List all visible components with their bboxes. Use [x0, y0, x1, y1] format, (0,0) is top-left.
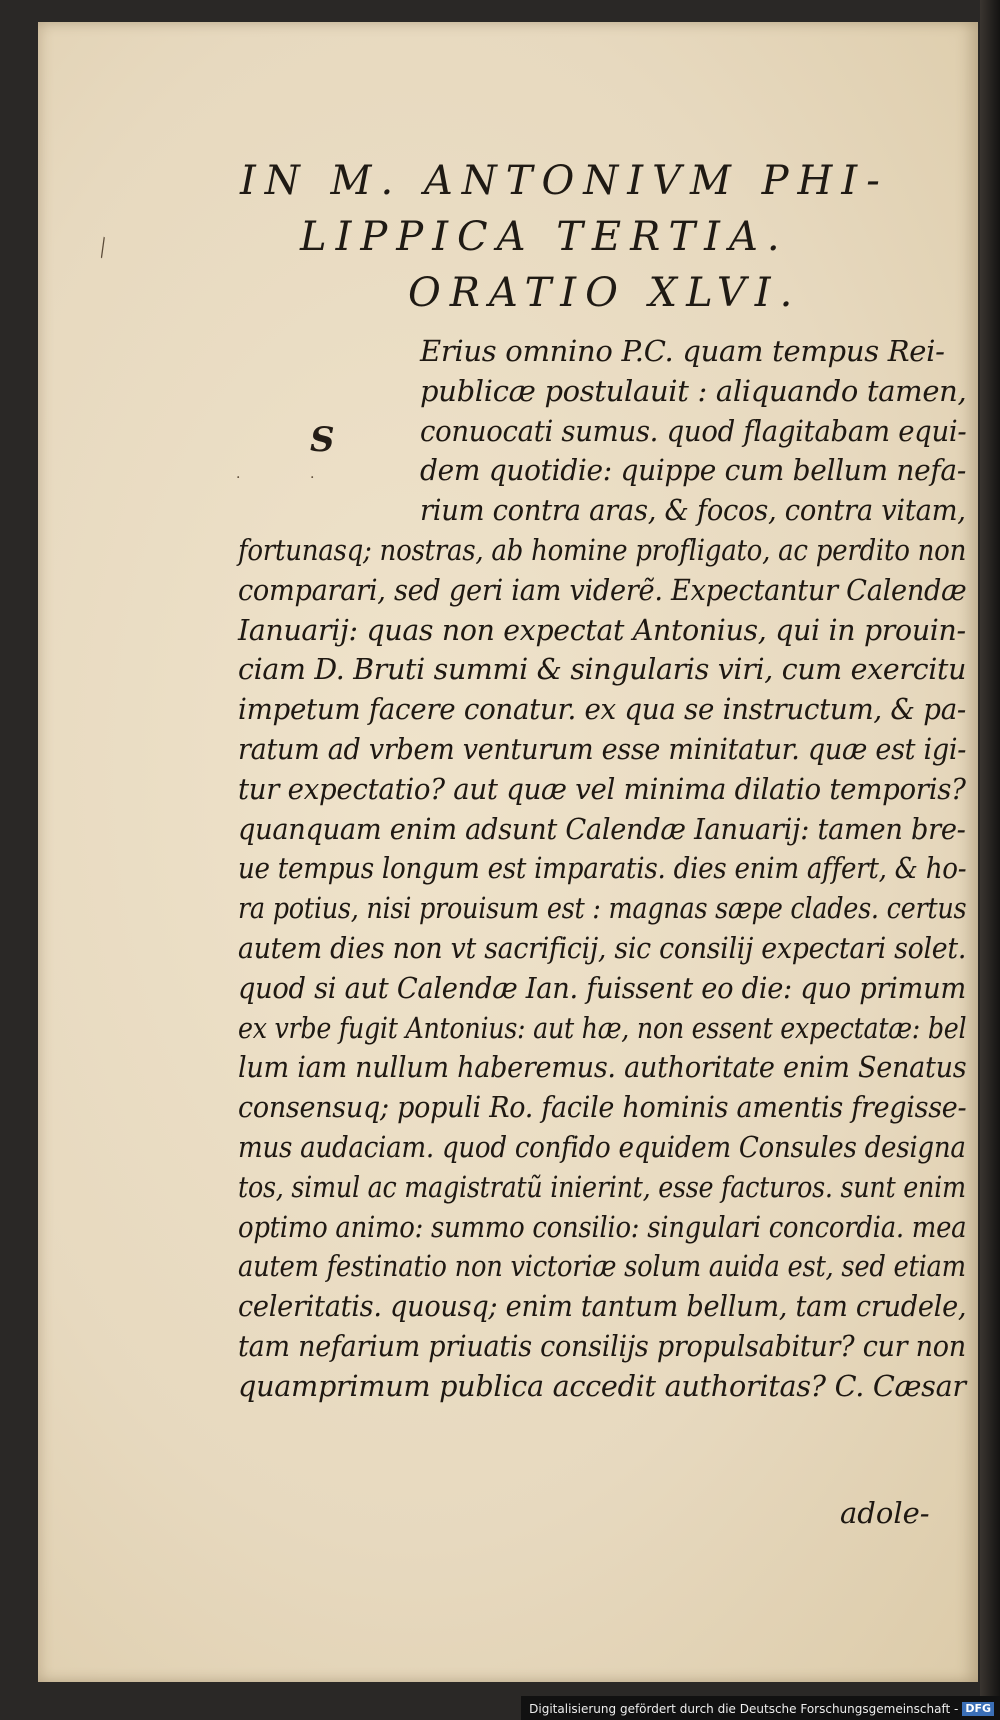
- text-line: publicæ postulauit : aliquando tamen,: [420, 374, 967, 408]
- text-line: quanquam enim adsunt Calendæ Ianuarij: tamen bre-: [238, 812, 966, 846]
- text-line: ra potius, nisi prouisum est : magnas sæpe clades. certus: [238, 891, 967, 925]
- text-line: consensuq; populi Ro. facile hominis amentis fregisse-: [238, 1090, 967, 1124]
- dfg-logo-icon: DFG: [962, 1702, 994, 1716]
- stray-ink-dot: ·: [236, 470, 241, 486]
- text-line: mus audaciam. quod confido equidem Consules designa: [238, 1130, 966, 1164]
- text-line: dem quotidie: quippe cum bellum nefa-: [420, 453, 966, 487]
- text-line: ex vrbe fugit Antonius: aut hæ, non essent expectatæ: bel: [238, 1011, 967, 1045]
- text-line: tur expectatio? aut quæ vel minima dilatio temporis?: [238, 772, 966, 806]
- text-line: lum iam nullum haberemus. authoritate enim Senatus: [238, 1050, 967, 1084]
- text-line: Erius omnino P.C. quam tempus Rei-: [420, 334, 945, 368]
- text-line: ue tempus longum est imparatis. dies enim affert, & ho-: [238, 851, 967, 885]
- binding-edge: [980, 0, 1000, 1720]
- text-line: autem dies non vt sacrificij, sic consilij expectari solet.: [238, 931, 967, 965]
- text-line: comparari, sed geri iam viderẽ. Expectantur Calendæ: [238, 573, 967, 607]
- heading-line-1: IN M. ANTONIVM PHI-: [240, 158, 889, 204]
- catchword: adole-: [840, 1496, 930, 1530]
- heading-line-2: LIPPICA TERTIA.: [300, 214, 789, 260]
- text-line: tos, simul ac magistratũ inierint, esse facturos. sunt enim: [238, 1170, 966, 1204]
- digitization-footer: [521, 1696, 1000, 1720]
- text-line: Ianuarij: quas non expectat Antonius, qui in prouin-: [238, 613, 966, 647]
- footer-text: Digitalisierung gefördert durch die Deutsche Forschungsgemeinschaft -: [529, 1702, 959, 1716]
- drop-initial: S: [310, 420, 335, 460]
- text-line: impetum facere conatur. ex qua se instructum, & pa-: [238, 692, 966, 726]
- text-line: celeritatis. quousq; enim tantum bellum, tam crudele,: [238, 1289, 967, 1323]
- stray-ink-dot: ·: [310, 470, 315, 486]
- text-line: ratum ad vrbem venturum esse minitatur. quæ est igi-: [238, 732, 967, 766]
- text-line: quamprimum publica accedit authoritas? C. Cæsar: [238, 1369, 966, 1403]
- heading-line-3: ORATIO XLVI.: [408, 270, 802, 316]
- text-line: fortunasq; nostras, ab homine profligato, ac perdito non: [238, 533, 967, 567]
- text-line: quod si aut Calendæ Ian. fuissent eo die: quo primum: [238, 971, 966, 1005]
- text-line: tam nefarium priuatis consilijs propulsabitur? cur non: [238, 1329, 966, 1363]
- text-line: rium contra aras, & focos, contra vitam,: [420, 493, 966, 527]
- text-line: optimo animo: summo consilio: singulari concordia. mea: [238, 1210, 967, 1244]
- text-line: conuocati sumus. quod flagitabam equi-: [420, 414, 967, 448]
- stray-ink-mark: ╲: [93, 236, 113, 259]
- text-line: autem festinatio non victoriæ solum auida est, sed etiam: [238, 1249, 966, 1283]
- text-line: ciam D. Bruti summi & singularis viri, cum exercitu: [238, 652, 967, 686]
